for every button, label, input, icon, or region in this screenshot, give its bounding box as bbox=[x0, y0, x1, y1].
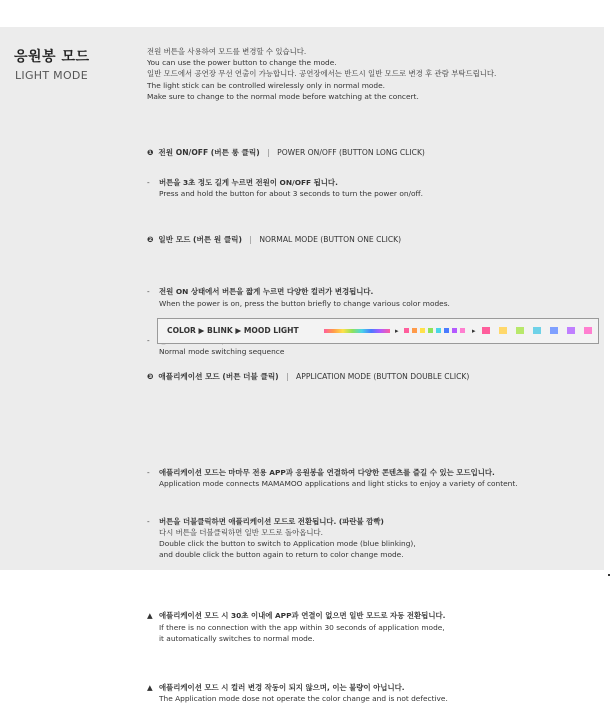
intro-line: 전원 버튼을 사용하여 모드를 변경할 수 있습니다. bbox=[147, 47, 307, 56]
intro-text bbox=[147, 46, 496, 102]
blink-color-swatch bbox=[460, 328, 465, 333]
blink-color-swatch bbox=[444, 328, 449, 333]
list-item bbox=[147, 177, 599, 199]
section-number: ❶ bbox=[147, 148, 154, 157]
section-number: ❸ bbox=[147, 372, 154, 381]
mood-color-swatch bbox=[584, 327, 592, 334]
heading-separator: | bbox=[249, 235, 252, 244]
item-korean: 전원 ON 상태에서 버튼을 짧게 누르면 다양한 컬러가 변경됩니다. bbox=[159, 287, 374, 297]
item-english: Press and hold the button for about 3 seconds to turn the power on/off. bbox=[159, 189, 423, 199]
intro-line: You can use the power button to change the mode. bbox=[147, 58, 337, 68]
heading-korean: 전원 ON/OFF (버튼 롱 클릭) bbox=[158, 148, 260, 157]
intro-line: The light stick can be controlled wirelessly only in normal mode. bbox=[147, 80, 386, 90]
bullet-marker: - bbox=[147, 287, 150, 297]
warning-icon: ▲ bbox=[147, 611, 153, 621]
mode-sequence-box bbox=[157, 318, 599, 344]
blink-color-swatch bbox=[436, 328, 441, 333]
blink-color-swatch bbox=[452, 328, 457, 333]
application-section-heading bbox=[147, 371, 469, 382]
edge-mark bbox=[608, 574, 610, 576]
mode-instructions bbox=[147, 0, 599, 704]
item-korean: 버튼을 3초 정도 길게 누르면 전원이 ON/OFF 됩니다. bbox=[159, 178, 338, 187]
blink-color-swatch bbox=[420, 328, 425, 333]
arrow-icon: ▸ bbox=[395, 327, 399, 335]
heading-separator: | bbox=[286, 372, 289, 381]
blink-color-swatch bbox=[412, 328, 417, 333]
item-korean: 애플리케이션 모드 시 30초 이내에 APP과 연결이 없으면 일반 모드로 자동 전환됩니다. bbox=[159, 611, 446, 621]
list-item bbox=[147, 467, 599, 489]
mood-color-swatch bbox=[516, 327, 524, 334]
section-number: ❷ bbox=[147, 235, 154, 244]
item-english: Normal mode switching sequence bbox=[159, 347, 285, 357]
mood-color-swatch bbox=[567, 327, 575, 334]
bullet-marker: - bbox=[147, 516, 150, 526]
item-english: When the power is on, press the button briefly to change various color modes. bbox=[159, 298, 450, 308]
warning-item bbox=[147, 610, 599, 644]
arrow-icon: ▸ bbox=[472, 327, 476, 335]
mood-color-swatch bbox=[482, 327, 490, 334]
heading-english: POWER ON/OFF (BUTTON LONG CLICK) bbox=[277, 148, 425, 157]
heading-korean: 애플리케이션 모드 (버튼 더블 클릭) bbox=[158, 372, 279, 381]
mood-color-swatch bbox=[550, 327, 558, 334]
intro-line: 일반 모드에서 공연장 무선 연출이 가능합니다. 공연장에서는 반드시 일반 모드로 변경 후 관람 부탁드립니다. bbox=[147, 69, 497, 79]
item-english: If there is no connection with the app within 30 seconds of application mode, bbox=[159, 622, 445, 632]
mood-color-swatch bbox=[499, 327, 507, 334]
normal-section-heading bbox=[147, 234, 401, 245]
item-english: it automatically switches to normal mode. bbox=[159, 633, 315, 643]
bullet-marker: - bbox=[147, 178, 150, 187]
warning-icon: ▲ bbox=[147, 683, 153, 693]
item-english: and double click the button again to return to color change mode. bbox=[159, 550, 404, 560]
item-korean: 버튼을 더블클릭하면 애플리케이션 모드로 전환됩니다. (파란불 깜빡) bbox=[159, 516, 384, 526]
section-title-english: LIGHT MODE bbox=[15, 69, 88, 82]
item-english: Application mode connects MAMAMOO applications and light sticks to enjoy a variety of content. bbox=[159, 479, 518, 489]
list-item bbox=[147, 286, 599, 308]
item-english: Double click the button to switch to Application mode (blue blinking), bbox=[159, 539, 416, 549]
color-gradient-bar bbox=[324, 329, 390, 333]
heading-separator: | bbox=[267, 148, 270, 157]
section-title-korean: 응원봉 모드 bbox=[14, 49, 90, 65]
blink-color-swatch bbox=[428, 328, 433, 333]
heading-english: APPLICATION MODE (BUTTON DOUBLE CLICK) bbox=[296, 372, 470, 381]
list-item bbox=[147, 516, 599, 561]
item-english: The Application mode dose not operate the color change and is not defective. bbox=[159, 694, 448, 704]
mood-color-swatch bbox=[533, 327, 541, 334]
item-korean: 애플리케이션 모드는 마마무 전용 APP과 응원봉을 연결하여 다양한 콘텐츠를 즐길 수 있는 모드입니다. bbox=[159, 468, 495, 478]
item-korean: 애플리케이션 모드 시 컬러 변경 작동이 되지 않으며, 이는 불량이 아닙니다. bbox=[159, 683, 405, 693]
warning-item bbox=[147, 682, 599, 704]
intro-line: Make sure to change to the normal mode before watching at the concert. bbox=[147, 91, 419, 101]
blink-color-swatch bbox=[404, 328, 409, 333]
heading-english: NORMAL MODE (BUTTON ONE CLICK) bbox=[259, 235, 402, 244]
sequence-label: COLOR ▶ BLINK ▶ MOOD LIGHT bbox=[167, 326, 299, 335]
bullet-marker: - bbox=[147, 468, 150, 478]
heading-korean: 일반 모드 (버튼 원 클릭) bbox=[158, 235, 242, 244]
item-subline: 다시 버튼을 더블클릭하면 일반 모드로 돌아옵니다. bbox=[159, 527, 324, 537]
bullet-marker: - bbox=[147, 335, 150, 345]
power-section-heading bbox=[147, 147, 425, 158]
